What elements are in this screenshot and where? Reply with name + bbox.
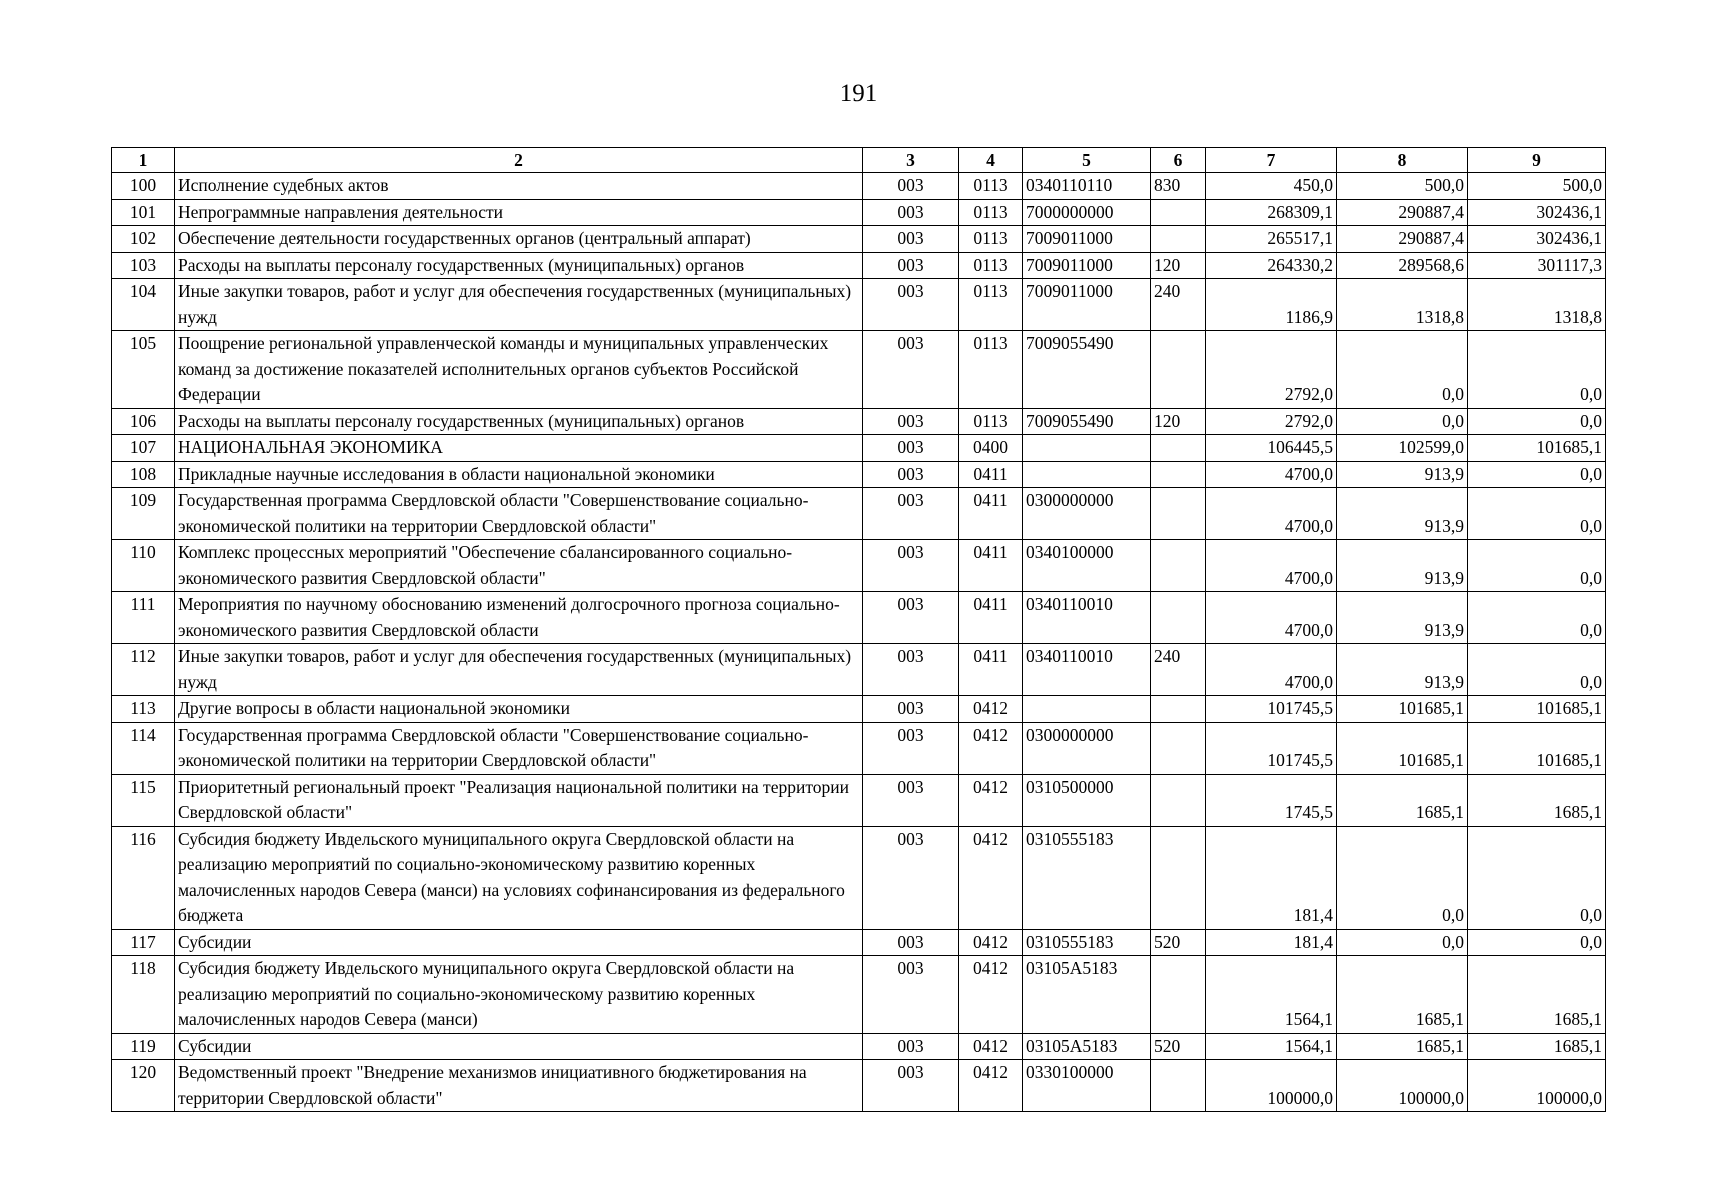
column-3-code: 003 bbox=[863, 1060, 959, 1112]
column-9-amount: 301117,3 bbox=[1468, 252, 1606, 279]
row-number: 100 bbox=[112, 173, 175, 200]
header-cell: 3 bbox=[863, 148, 959, 173]
column-8-amount: 290887,4 bbox=[1337, 226, 1468, 253]
row-number: 105 bbox=[112, 331, 175, 409]
column-6-code: 520 bbox=[1151, 929, 1206, 956]
column-6-code bbox=[1151, 956, 1206, 1034]
column-3-code: 003 bbox=[863, 540, 959, 592]
column-6-code bbox=[1151, 199, 1206, 226]
column-6-code bbox=[1151, 331, 1206, 409]
header-cell: 9 bbox=[1468, 148, 1606, 173]
page-number: 191 bbox=[839, 80, 878, 107]
column-6-code: 520 bbox=[1151, 1033, 1206, 1060]
column-7-amount: 264330,2 bbox=[1206, 252, 1337, 279]
column-8-amount: 0,0 bbox=[1337, 408, 1468, 435]
column-7-amount: 1564,1 bbox=[1206, 956, 1337, 1034]
row-number: 116 bbox=[112, 826, 175, 929]
column-4-code: 0412 bbox=[959, 956, 1023, 1034]
column-5-code: 7009011000 bbox=[1023, 226, 1151, 253]
column-8-amount: 0,0 bbox=[1337, 826, 1468, 929]
column-7-amount: 1186,9 bbox=[1206, 279, 1337, 331]
column-5-code: 03105A5183 bbox=[1023, 1033, 1151, 1060]
column-8-amount: 913,9 bbox=[1337, 592, 1468, 644]
column-5-code bbox=[1023, 435, 1151, 462]
header-cell: 8 bbox=[1337, 148, 1468, 173]
table-row bbox=[112, 1060, 1606, 1112]
column-4-code: 0411 bbox=[959, 592, 1023, 644]
row-name: Субсидия бюджету Ивдельского муниципального округа Свердловской области на реализацию мероприятий по социально-экономическому развитию коренных малочисленных народов Севера (манси) на условиях софинансирования из федерального бюджета bbox=[175, 826, 863, 929]
column-8-amount: 913,9 bbox=[1337, 644, 1468, 696]
column-9-amount: 1318,8 bbox=[1468, 279, 1606, 331]
column-5-code: 0330100000 bbox=[1023, 1060, 1151, 1112]
column-5-code: 03105A5183 bbox=[1023, 956, 1151, 1034]
column-4-code: 0412 bbox=[959, 696, 1023, 723]
header-cell: 4 bbox=[959, 148, 1023, 173]
row-number: 103 bbox=[112, 252, 175, 279]
column-6-code: 240 bbox=[1151, 644, 1206, 696]
column-4-code: 0113 bbox=[959, 199, 1023, 226]
header-cell: 6 bbox=[1151, 148, 1206, 173]
column-9-amount: 302436,1 bbox=[1468, 226, 1606, 253]
table-row bbox=[112, 331, 1606, 409]
table-row bbox=[112, 252, 1606, 279]
table-row bbox=[112, 929, 1606, 956]
column-5-code: 7009011000 bbox=[1023, 279, 1151, 331]
column-3-code: 003 bbox=[863, 199, 959, 226]
column-5-code: 0310555183 bbox=[1023, 826, 1151, 929]
column-9-amount: 302436,1 bbox=[1468, 199, 1606, 226]
column-6-code bbox=[1151, 488, 1206, 540]
column-9-amount: 500,0 bbox=[1468, 173, 1606, 200]
column-5-code: 0300000000 bbox=[1023, 488, 1151, 540]
row-name: Государственная программа Свердловской области "Совершенствование социально-экономической политики на территории Свердловской области" bbox=[175, 488, 863, 540]
column-7-amount: 4700,0 bbox=[1206, 592, 1337, 644]
column-7-amount: 181,4 bbox=[1206, 929, 1337, 956]
column-9-amount: 0,0 bbox=[1468, 644, 1606, 696]
row-name: Субсидия бюджету Ивдельского муниципального округа Свердловской области на реализацию мероприятий по социально-экономическому развитию коренных малочисленных народов Севера (манси) bbox=[175, 956, 863, 1034]
column-3-code: 003 bbox=[863, 1033, 959, 1060]
column-4-code: 0113 bbox=[959, 408, 1023, 435]
column-4-code: 0113 bbox=[959, 252, 1023, 279]
column-4-code: 0113 bbox=[959, 279, 1023, 331]
row-name: Субсидии bbox=[175, 929, 863, 956]
table-row bbox=[112, 435, 1606, 462]
column-6-code bbox=[1151, 461, 1206, 488]
column-7-amount: 101745,5 bbox=[1206, 696, 1337, 723]
table-row bbox=[112, 226, 1606, 253]
row-number: 119 bbox=[112, 1033, 175, 1060]
table-row bbox=[112, 696, 1606, 723]
row-name: Прикладные научные исследования в области национальной экономики bbox=[175, 461, 863, 488]
column-3-code: 003 bbox=[863, 956, 959, 1034]
column-7-amount: 1745,5 bbox=[1206, 774, 1337, 826]
column-6-code bbox=[1151, 774, 1206, 826]
row-name: НАЦИОНАЛЬНАЯ ЭКОНОМИКА bbox=[175, 435, 863, 462]
column-7-amount: 268309,1 bbox=[1206, 199, 1337, 226]
column-8-amount: 1685,1 bbox=[1337, 774, 1468, 826]
column-6-code bbox=[1151, 1060, 1206, 1112]
column-3-code: 003 bbox=[863, 252, 959, 279]
column-5-code bbox=[1023, 696, 1151, 723]
column-4-code: 0412 bbox=[959, 774, 1023, 826]
row-number: 108 bbox=[112, 461, 175, 488]
table-row bbox=[112, 1033, 1606, 1060]
column-6-code bbox=[1151, 592, 1206, 644]
row-name: Субсидии bbox=[175, 1033, 863, 1060]
row-name: Государственная программа Свердловской области "Совершенствование социально-экономической политики на территории Свердловской области" bbox=[175, 722, 863, 774]
column-5-code: 0340110010 bbox=[1023, 592, 1151, 644]
column-6-code: 120 bbox=[1151, 408, 1206, 435]
row-number: 113 bbox=[112, 696, 175, 723]
column-4-code: 0412 bbox=[959, 826, 1023, 929]
header-cell: 7 bbox=[1206, 148, 1337, 173]
column-6-code bbox=[1151, 826, 1206, 929]
column-7-amount: 101745,5 bbox=[1206, 722, 1337, 774]
column-3-code: 003 bbox=[863, 331, 959, 409]
row-number: 109 bbox=[112, 488, 175, 540]
row-number: 111 bbox=[112, 592, 175, 644]
row-name: Расходы на выплаты персоналу государственных (муниципальных) органов bbox=[175, 252, 863, 279]
column-9-amount: 101685,1 bbox=[1468, 696, 1606, 723]
column-9-amount: 0,0 bbox=[1468, 540, 1606, 592]
row-number: 110 bbox=[112, 540, 175, 592]
row-number: 112 bbox=[112, 644, 175, 696]
column-5-code: 7000000000 bbox=[1023, 199, 1151, 226]
column-9-amount: 0,0 bbox=[1468, 408, 1606, 435]
row-name: Иные закупки товаров, работ и услуг для обеспечения государственных (муниципальных) нужд bbox=[175, 644, 863, 696]
row-number: 106 bbox=[112, 408, 175, 435]
row-name: Приоритетный региональный проект "Реализация национальной политики на территории Свердловской области" bbox=[175, 774, 863, 826]
column-4-code: 0400 bbox=[959, 435, 1023, 462]
column-9-amount: 0,0 bbox=[1468, 461, 1606, 488]
column-7-amount: 450,0 bbox=[1206, 173, 1337, 200]
row-number: 104 bbox=[112, 279, 175, 331]
table-row bbox=[112, 488, 1606, 540]
column-3-code: 003 bbox=[863, 722, 959, 774]
column-7-amount: 106445,5 bbox=[1206, 435, 1337, 462]
column-9-amount: 101685,1 bbox=[1468, 435, 1606, 462]
row-number: 107 bbox=[112, 435, 175, 462]
row-name: Мероприятия по научному обоснованию изменений долгосрочного прогноза социально-экономического развития Свердловской области bbox=[175, 592, 863, 644]
column-6-code: 830 bbox=[1151, 173, 1206, 200]
table-row bbox=[112, 540, 1606, 592]
column-5-code: 0340100000 bbox=[1023, 540, 1151, 592]
column-3-code: 003 bbox=[863, 488, 959, 540]
column-4-code: 0113 bbox=[959, 226, 1023, 253]
column-3-code: 003 bbox=[863, 696, 959, 723]
column-3-code: 003 bbox=[863, 774, 959, 826]
column-8-amount: 913,9 bbox=[1337, 540, 1468, 592]
column-7-amount: 1564,1 bbox=[1206, 1033, 1337, 1060]
column-8-amount: 913,9 bbox=[1337, 461, 1468, 488]
header-cell: 5 bbox=[1023, 148, 1151, 173]
table-row bbox=[112, 592, 1606, 644]
column-3-code: 003 bbox=[863, 644, 959, 696]
header-cell: 2 bbox=[175, 148, 863, 173]
column-7-amount: 181,4 bbox=[1206, 826, 1337, 929]
column-8-amount: 1685,1 bbox=[1337, 1033, 1468, 1060]
row-name: Обеспечение деятельности государственных органов (центральный аппарат) bbox=[175, 226, 863, 253]
column-3-code: 003 bbox=[863, 435, 959, 462]
row-number: 120 bbox=[112, 1060, 175, 1112]
column-9-amount: 1685,1 bbox=[1468, 956, 1606, 1034]
column-9-amount: 0,0 bbox=[1468, 592, 1606, 644]
column-9-amount: 101685,1 bbox=[1468, 722, 1606, 774]
header-cell: 1 bbox=[112, 148, 175, 173]
column-7-amount: 100000,0 bbox=[1206, 1060, 1337, 1112]
column-9-amount: 1685,1 bbox=[1468, 774, 1606, 826]
column-8-amount: 0,0 bbox=[1337, 331, 1468, 409]
column-3-code: 003 bbox=[863, 929, 959, 956]
column-5-code: 0300000000 bbox=[1023, 722, 1151, 774]
column-7-amount: 2792,0 bbox=[1206, 331, 1337, 409]
column-9-amount: 0,0 bbox=[1468, 331, 1606, 409]
row-name: Непрограммные направления деятельности bbox=[175, 199, 863, 226]
row-number: 101 bbox=[112, 199, 175, 226]
table-row bbox=[112, 644, 1606, 696]
column-6-code bbox=[1151, 226, 1206, 253]
column-6-code bbox=[1151, 435, 1206, 462]
column-9-amount: 100000,0 bbox=[1468, 1060, 1606, 1112]
row-name: Ведомственный проект "Внедрение механизмов инициативного бюджетирования на территории Свердловской области" bbox=[175, 1060, 863, 1112]
column-9-amount: 0,0 bbox=[1468, 826, 1606, 929]
column-4-code: 0411 bbox=[959, 644, 1023, 696]
column-7-amount: 4700,0 bbox=[1206, 540, 1337, 592]
table-row bbox=[112, 279, 1606, 331]
column-8-amount: 289568,6 bbox=[1337, 252, 1468, 279]
row-number: 115 bbox=[112, 774, 175, 826]
column-7-amount: 2792,0 bbox=[1206, 408, 1337, 435]
table-row bbox=[112, 774, 1606, 826]
column-8-amount: 913,9 bbox=[1337, 488, 1468, 540]
column-6-code bbox=[1151, 696, 1206, 723]
row-number: 102 bbox=[112, 226, 175, 253]
column-5-code bbox=[1023, 461, 1151, 488]
column-4-code: 0412 bbox=[959, 1033, 1023, 1060]
column-3-code: 003 bbox=[863, 408, 959, 435]
table-row bbox=[112, 461, 1606, 488]
table-row bbox=[112, 722, 1606, 774]
column-4-code: 0411 bbox=[959, 488, 1023, 540]
column-7-amount: 265517,1 bbox=[1206, 226, 1337, 253]
column-7-amount: 4700,0 bbox=[1206, 488, 1337, 540]
column-5-code: 0340110010 bbox=[1023, 644, 1151, 696]
column-5-code: 0340110110 bbox=[1023, 173, 1151, 200]
column-7-amount: 4700,0 bbox=[1206, 644, 1337, 696]
column-8-amount: 101685,1 bbox=[1337, 696, 1468, 723]
column-8-amount: 100000,0 bbox=[1337, 1060, 1468, 1112]
column-8-amount: 290887,4 bbox=[1337, 199, 1468, 226]
column-3-code: 003 bbox=[863, 592, 959, 644]
column-4-code: 0412 bbox=[959, 929, 1023, 956]
column-6-code bbox=[1151, 540, 1206, 592]
column-3-code: 003 bbox=[863, 279, 959, 331]
column-8-amount: 1685,1 bbox=[1337, 956, 1468, 1034]
column-4-code: 0411 bbox=[959, 540, 1023, 592]
column-4-code: 0411 bbox=[959, 461, 1023, 488]
row-name: Поощрение региональной управленческой команды и муниципальных управленческих команд за достижение показателей исполнительных органов субъектов Российской Федерации bbox=[175, 331, 863, 409]
column-3-code: 003 bbox=[863, 826, 959, 929]
row-number: 114 bbox=[112, 722, 175, 774]
column-8-amount: 101685,1 bbox=[1337, 722, 1468, 774]
row-number: 118 bbox=[112, 956, 175, 1034]
table-body bbox=[112, 173, 1606, 1112]
column-9-amount: 1685,1 bbox=[1468, 1033, 1606, 1060]
table-row bbox=[112, 826, 1606, 929]
column-5-code: 7009055490 bbox=[1023, 331, 1151, 409]
column-4-code: 0412 bbox=[959, 1060, 1023, 1112]
row-name: Исполнение судебных актов bbox=[175, 173, 863, 200]
column-8-amount: 1318,8 bbox=[1337, 279, 1468, 331]
table-row bbox=[112, 408, 1606, 435]
row-number: 117 bbox=[112, 929, 175, 956]
column-4-code: 0113 bbox=[959, 331, 1023, 409]
column-9-amount: 0,0 bbox=[1468, 929, 1606, 956]
table-row bbox=[112, 199, 1606, 226]
column-9-amount: 0,0 bbox=[1468, 488, 1606, 540]
column-8-amount: 0,0 bbox=[1337, 929, 1468, 956]
column-5-code: 7009011000 bbox=[1023, 252, 1151, 279]
row-name: Комплекс процессных мероприятий "Обеспечение сбалансированного социально-экономического развития Свердловской области" bbox=[175, 540, 863, 592]
column-6-code: 240 bbox=[1151, 279, 1206, 331]
row-name: Иные закупки товаров, работ и услуг для обеспечения государственных (муниципальных) нужд bbox=[175, 279, 863, 331]
column-3-code: 003 bbox=[863, 173, 959, 200]
row-name: Расходы на выплаты персоналу государственных (муниципальных) органов bbox=[175, 408, 863, 435]
column-5-code: 7009055490 bbox=[1023, 408, 1151, 435]
table-row bbox=[112, 956, 1606, 1034]
column-6-code bbox=[1151, 722, 1206, 774]
budget-table bbox=[111, 147, 1606, 1112]
column-5-code: 0310555183 bbox=[1023, 929, 1151, 956]
column-4-code: 0113 bbox=[959, 173, 1023, 200]
table-row bbox=[112, 173, 1606, 200]
column-6-code: 120 bbox=[1151, 252, 1206, 279]
column-4-code: 0412 bbox=[959, 722, 1023, 774]
row-name: Другие вопросы в области национальной экономики bbox=[175, 696, 863, 723]
column-3-code: 003 bbox=[863, 461, 959, 488]
column-8-amount: 500,0 bbox=[1337, 173, 1468, 200]
column-7-amount: 4700,0 bbox=[1206, 461, 1337, 488]
header-row bbox=[112, 148, 1606, 173]
column-3-code: 003 bbox=[863, 226, 959, 253]
column-8-amount: 102599,0 bbox=[1337, 435, 1468, 462]
column-5-code: 0310500000 bbox=[1023, 774, 1151, 826]
